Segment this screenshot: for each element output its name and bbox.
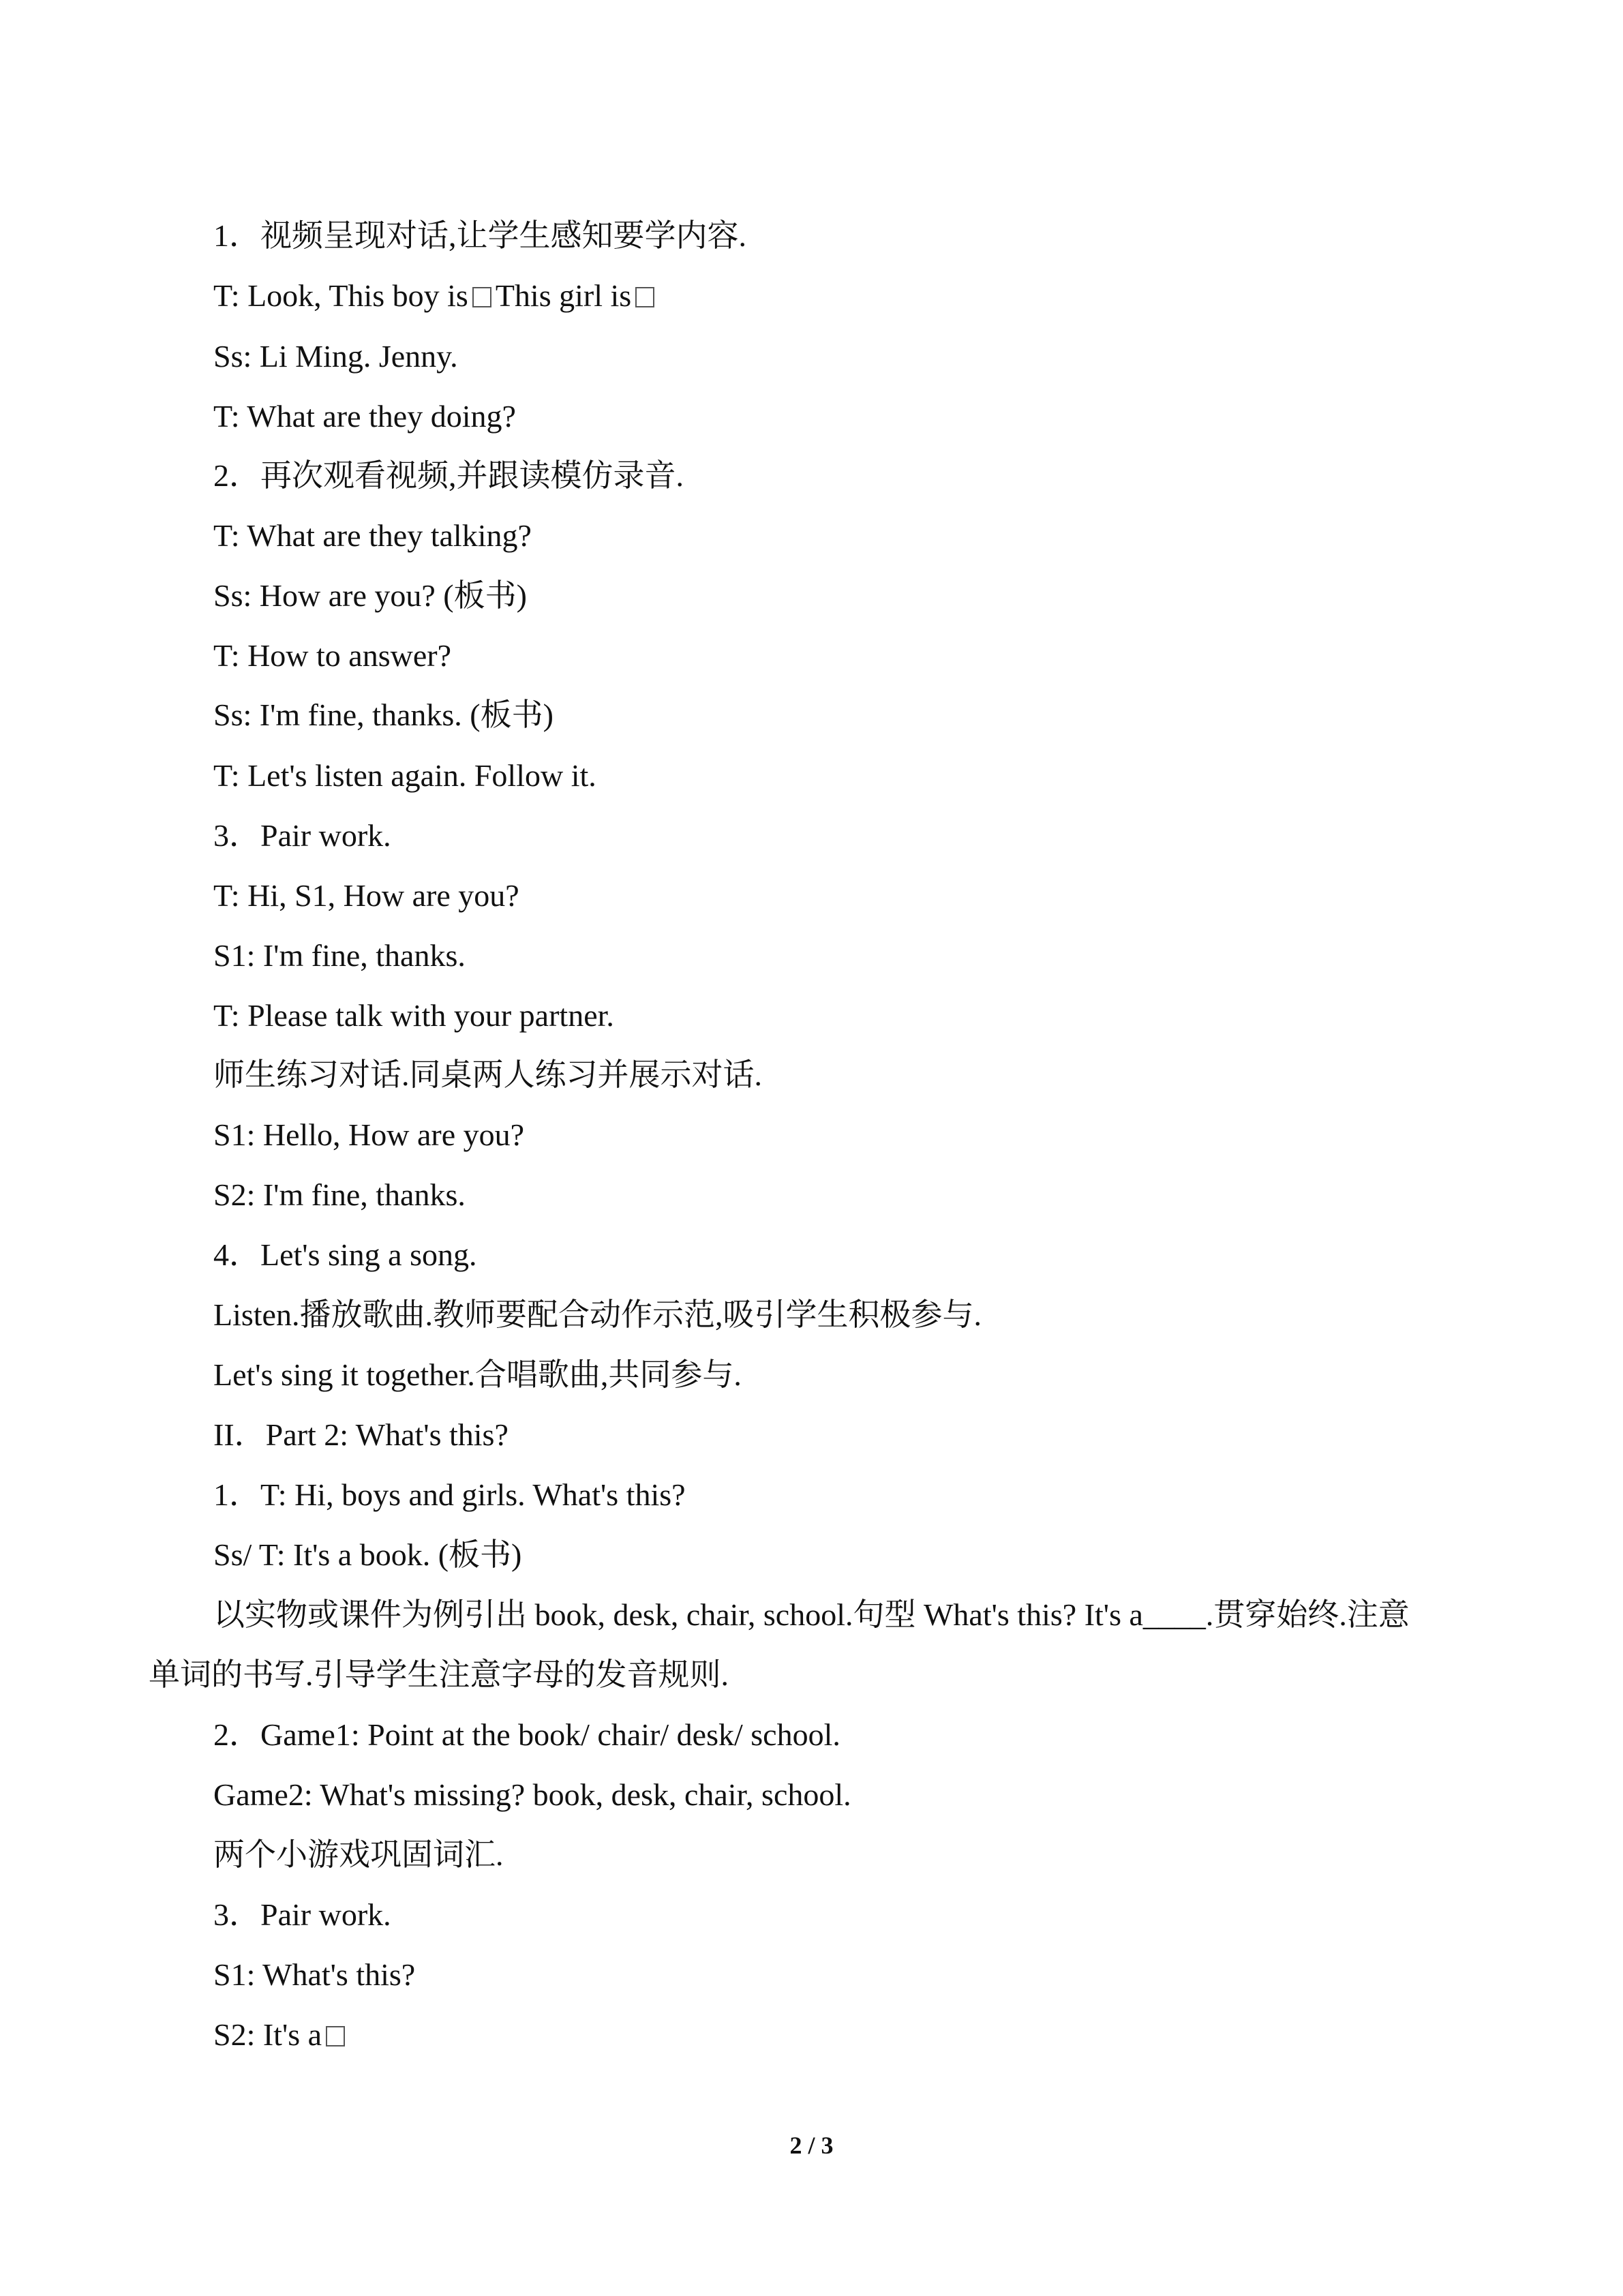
text-line: Listen.播放歌曲.教师要配合动作示范,吸引学生积极参与.	[213, 1297, 982, 1332]
text-line	[213, 2016, 349, 2054]
text-line	[213, 277, 658, 315]
text-line: Let's sing it together.合唱歌曲,共同参与.	[213, 1357, 742, 1392]
text-line: Ss/ T: It's a book. (板书)	[213, 1537, 522, 1572]
text-line: 2．Game1: Point at the book/ chair/ desk/ school.	[213, 1717, 840, 1752]
text-line: T: Please talk with your partner.	[213, 998, 614, 1033]
text-line: S1: Hello, How are you?	[213, 1117, 525, 1152]
text-line: 以实物或课件为例引出 book, desk, chair, school.句型 What's this? It's a____.贯穿始终.注意	[213, 1597, 1410, 1632]
placeholder-box-icon	[635, 287, 654, 307]
text-line: 两个小游戏巩固词汇.	[213, 1837, 504, 1872]
text-line: 3．Pair work.	[213, 818, 391, 853]
text-segment: T: Look, This boy is	[213, 278, 468, 313]
text-line: T: Let's listen again. Follow it.	[213, 758, 596, 793]
text-line: 1．视频呈现对话,让学生感知要学内容.	[213, 218, 746, 253]
text-line: T: What are they doing?	[213, 399, 516, 434]
text-line: 4．Let's sing a song.	[213, 1237, 477, 1272]
text-line: 1．T: Hi, boys and girls. What's this?	[213, 1477, 686, 1512]
text-line: II．Part 2: What's this?	[213, 1417, 509, 1452]
text-line: 2．再次观看视频,并跟读模仿录音.	[213, 458, 684, 493]
placeholder-box-icon	[326, 2026, 345, 2046]
text-line: Ss: I'm fine, thanks. (板书)	[213, 697, 553, 732]
text-line: T: How to answer?	[213, 638, 451, 673]
text-line: T: Hi, S1, How are you?	[213, 878, 519, 913]
text-line: 师生练习对话.同桌两人练习并展示对话.	[213, 1057, 762, 1092]
text-segment: S2: It's a	[213, 2017, 322, 2052]
text-segment: This girl is	[495, 278, 632, 313]
text-line: S2: I'm fine, thanks.	[213, 1177, 466, 1212]
text-line: S1: What's this?	[213, 1957, 416, 1992]
text-line: Game2: What's missing? book, desk, chair, school.	[213, 1777, 851, 1812]
text-line: 单词的书写.引导学生注意字母的发音规则.	[149, 1657, 729, 1692]
page-number: 2 / 3	[789, 2132, 834, 2159]
text-line: T: What are they talking?	[213, 518, 532, 553]
text-line: 3．Pair work.	[213, 1897, 391, 1932]
text-line: S1: I'm fine, thanks.	[213, 938, 466, 973]
placeholder-box-icon	[472, 287, 491, 307]
text-line: Ss: How are you? (板书)	[213, 578, 527, 613]
text-line: Ss: Li Ming. Jenny.	[213, 339, 458, 374]
